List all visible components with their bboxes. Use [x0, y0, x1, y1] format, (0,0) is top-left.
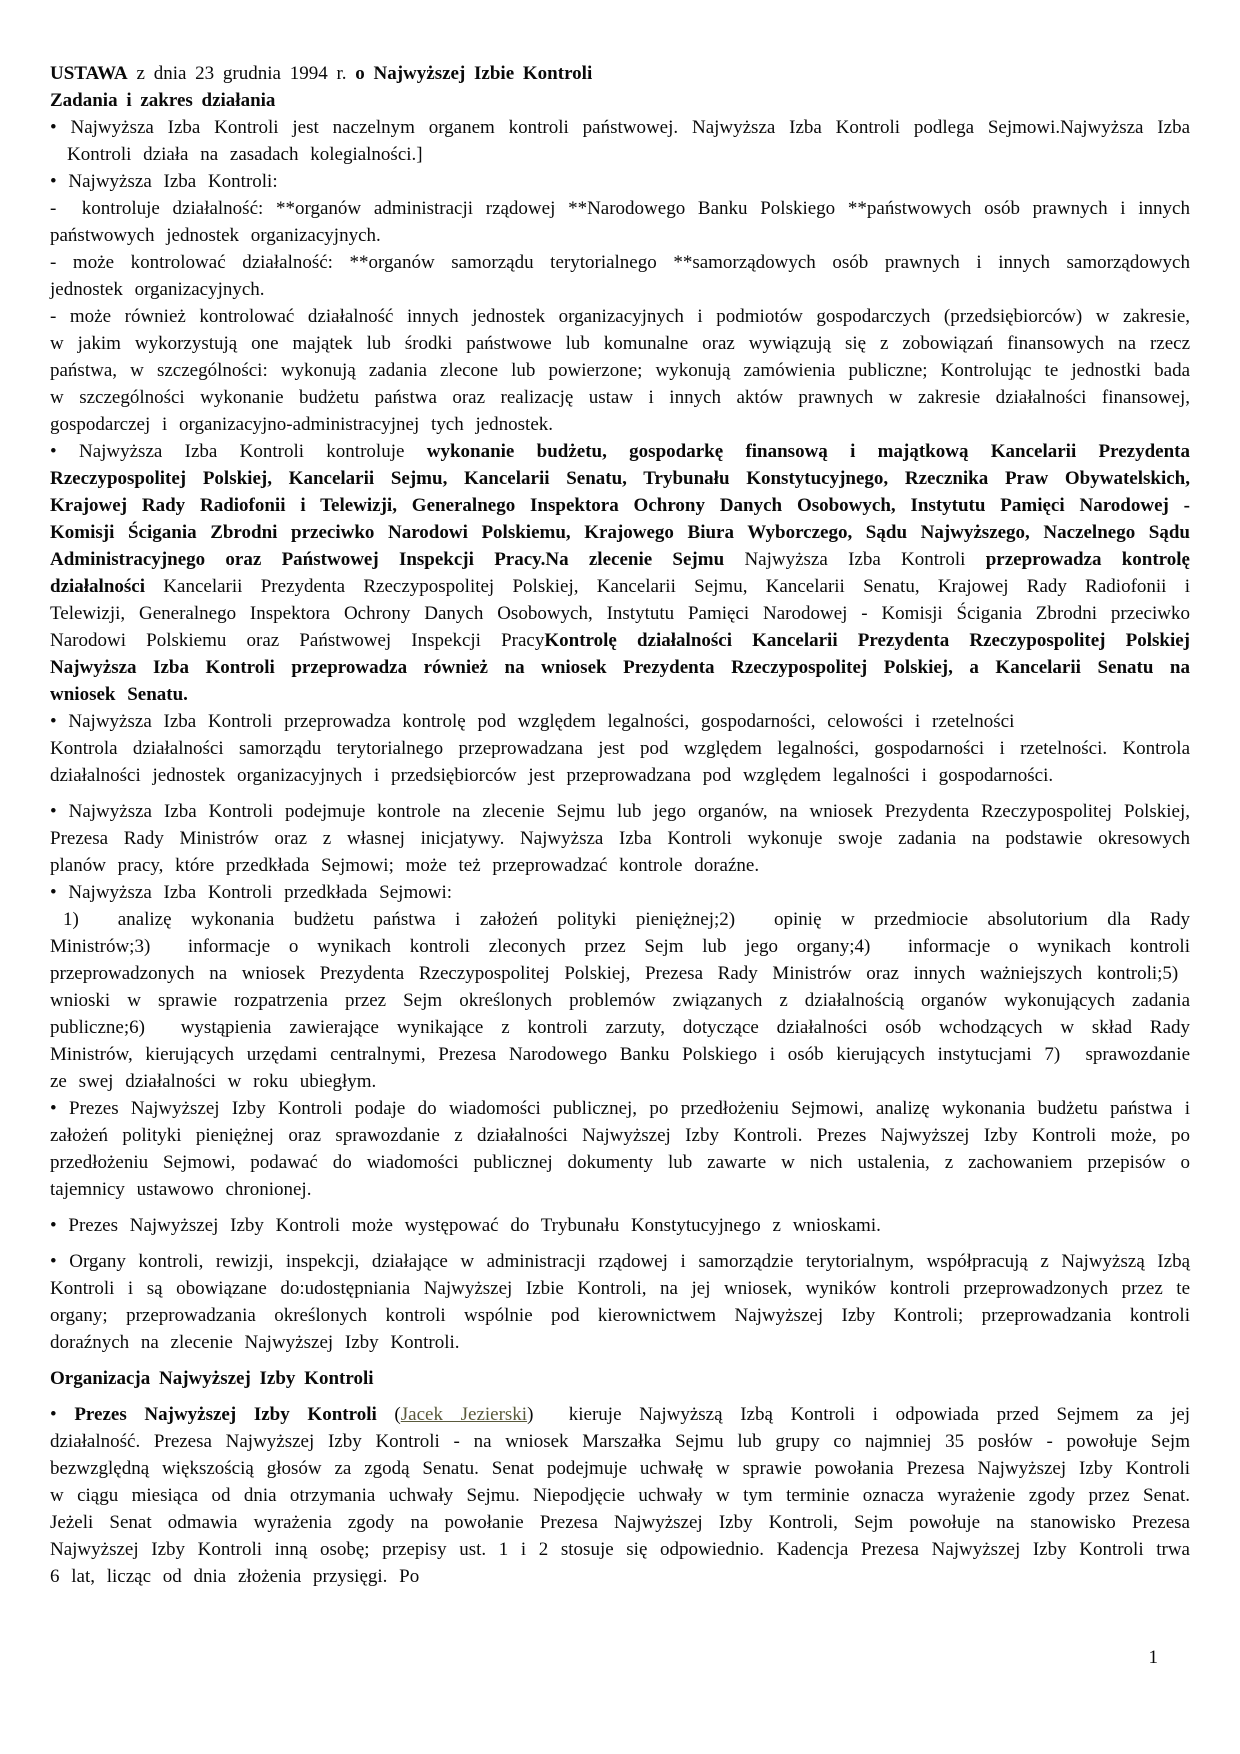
text-run: ) kieruje Najwyższą Izbą Kontroli i odpowiada przed Sejmem za jej działalność. Prezesa Najwyższej Izby Kontroli - na wniosek Marszałka Sejmu lub grupy co najmniej 35 posłów - powołuje Sejm bezwzględną większością głosów za zgodą Senatu. Senat podejmuje uchwałę w sprawie powołania Prezesa Najwyższej Izby Kontroli w ciągu miesiąca od dnia otrzymania uchwały Sejmu. Niepodjęcie uchwały w tym terminie oznacza wyrażenie zgody przez Senat. Jeżeli Senat odmawia wyrażenia zgody na powołanie Prezesa Najwyższej Izby Kontroli, Sejm powołuje na stanowisko Prezesa Najwyższej Izby Kontroli inną osobę; przepisy ust. 1 i 2 stosuje się odpowiednio. Kadencja Prezesa Najwyższej Izby Kontroli trwa 6 lat, licząc od dnia złożenia przysięgi. Po: [50, 1404, 1190, 1587]
text-run: USTAWA: [50, 63, 128, 84]
para-moze-kontrolowac: [50, 249, 1190, 303]
para-moze-rowniez-kontrolowac: [50, 303, 1190, 438]
text-run: Najwyższa Izba Kontroli podejmuje kontrole na zlecenie Sejmu lub jego organów, na wniosek Prezydenta Rzeczypospolitej Polskiej, Prezesa Rady Ministrów oraz z własnej inicjatywy. Najwyższa Izba Kontroli wykonuje swoje zadania na podstawie okresowych planów pracy, które przedkłada Sejmowi; może też przeprowadzać kontrole doraźne.: [50, 801, 1190, 876]
text-run: - może również kontrolować działalność innych jednostek organizacyjnych i podmiotów gospodarczych (przedsiębiorców) w zakresie, w jakim wykorzystują one majątek lub środki państwowe lub komunalne oraz wywiązują się z zobowiązań finansowych na rzecz państwa, w szczególności: wykonują zadania zlecone lub powierzone; wykonują zamówienia publiczne; Kontrolując te jednostki bada w szczególności wykonanie budżetu państwa oraz realizację ustaw i innych aktów prawnych w zakresie działalności finansowej, gospodarczej i organizacyjno-administracyjnej tych jednostek.: [50, 306, 1190, 435]
text-run: Najwyższa Izba Kontroli jest naczelnym organem kontroli państwowej. Najwyższa Izba Kontroli podlega Sejmowi.Najwyższa Izba Kontroli działa na zasadach kolegialności.]: [67, 117, 1191, 165]
para-prezes-jacek-jezierski: [50, 1401, 1190, 1590]
text-run: Najwyższa Izba Kontroli przeprowadza kontrolę pod względem legalności, gospodarności, celowości i rzetelności: [68, 711, 1015, 732]
bullet-icon: •: [50, 1215, 69, 1236]
para-kryteria-kontroli: [50, 708, 1190, 789]
text-run: Najwyższa Izba Kontroli przedkłada Sejmowi:: [68, 882, 453, 903]
para-lista-dokumentow: [50, 906, 1190, 1095]
para-przedklada-sejmowi: [50, 879, 1190, 906]
heading-organizacja: [50, 1365, 1190, 1392]
bullet-icon: •: [50, 1404, 75, 1425]
law-title: [50, 60, 1190, 87]
para-prezes-podaje-do-wiadomosci: [50, 1095, 1190, 1203]
bullet-icon: •: [50, 171, 69, 192]
text-run: 1) analizę wykonania budżetu państwa i założeń polityki pieniężnej;2) opinię w przedmiocie absolutorium dla Rady Ministrów;3) informacje o wynikach kontroli zleconych przez Sejm lub jego organy;4) informacje o wynikach kontroli przeprowadzonych na wniosek Prezydenta Rzeczypospolitej Polskiej, Prezesa Rady Ministrów oraz innych ważniejszych kontroli;5) wnioski w sprawie rozpatrzenia przez Sejm określonych problemów związanych z działalnością organów wykonujących zadania publiczne;6) wystąpienia zawierające wynikające z kontroli zarzuty, dotyczące działalności osób wchodzących w skład Rady Ministrów, kierujących urzędami centralnymi, Prezesa Narodowego Banku Polskiego i osób kierujących instytucjami 7) sprawozdanie ze swej działalności w roku ubiegłym.: [50, 909, 1190, 1092]
text-run: Organy kontroli, rewizji, inspekcji, działające w administracji rządowej i samorządzie terytorialnym, współpracują z Najwyższą Izbą Kontroli i są obowiązane do:udostępniania Najwyższej Izbie Kontroli, na jej wniosek, wyników kontroli przeprowadzonych przez te organy; przeprowadzania określonych kontroli wspólnie pod kierownictwem Najwyższej Izby Kontroli; przeprowadzania kontroli doraźnych na zlecenie Najwyższej Izby Kontroli.: [50, 1251, 1190, 1353]
text-run: o Najwyższej Izbie Kontroli: [355, 63, 593, 84]
para-naczelny-organ: [50, 114, 1190, 168]
text-run: Prezes Najwyższej Izby Kontroli może występować do Trybunału Konstytucyjnego z wnioskami.: [68, 1215, 881, 1236]
document-content: [50, 60, 1190, 1590]
bullet-icon: •: [50, 882, 69, 903]
text-run: Najwyższa Izba Kontroli:: [68, 171, 278, 192]
bullet-icon: •: [50, 1251, 70, 1272]
bullet-icon: •: [50, 117, 71, 138]
text-run: (: [394, 1404, 401, 1425]
text-run: Prezes Najwyższej Izby Kontroli podaje do wiadomości publicznej, po przedłożeniu Sejmowi, analizę wykonania budżetu państwa i założeń polityki pieniężnej oraz sprawozdanie z działalności Najwyższej Izby Kontroli. Prezes Najwyższej Izby Kontroli może, po przedłożeniu Sejmowi, podawać do wiadomości publicznej dokumenty lub zawarte w nich ustalenia, z zachowaniem przepisów o tajemnicy ustawowo chronionej.: [50, 1098, 1190, 1200]
para-kontroluje-dzialalnosc: [50, 195, 1190, 249]
text-run: Prezes Najwyższej Izby Kontroli: [74, 1404, 395, 1425]
text-run: Kancelarii Prezydenta Rzeczypospolitej Polskiej, Kancelarii Sejmu, Kancelarii Senatu, Krajowej Rady Radiofonii i Telewizji, Generalnego Inspektora Ochrony Danych Osobowych, Instytutu Pamięci Narodowej - Komisji Ścigania Zbrodni przeciwko Narodowi Polskiemu oraz Państwowej Inspekcji Pracy: [50, 576, 1191, 651]
text-run: Kontrola działalności samorządu terytorialnego przeprowadzana jest pod względem legalności, gospodarności i rzetelności. Kontrola działalności jednostek organizacyjnych i przedsiębiorców jest przeprowadzana pod względem legalności i gospodarności.: [50, 738, 1190, 786]
para-organy-wspolpraca: [50, 1248, 1190, 1356]
text-run: wykonanie budżetu, gospodarkę finansową i majątkową Kancelarii Prezydenta Rzeczypospolitej Polskiej, Kancelarii Sejmu, Kancelarii Senatu, Trybunału Konstytucyjnego, Rzecznika Praw Obywatelskich, Krajowej Rady Radiofonii i Telewizji, Generalnego Inspektora Ochrony Danych Osobowych, Instytutu Pamięci Narodowej - Komisji Ścigania Zbrodni przeciwko Narodowi Polskiemu, Krajowego Biura Wyborczego, Sądu Najwyższego, Naczelnego Sądu Administracyjnego oraz Państwowej Inspekcji Pracy.Na zlecenie Sejmu: [50, 441, 1190, 570]
text-run: Organizacja Najwyższej Izby Kontroli: [50, 1368, 374, 1389]
para-kontrole-na-zlecenie: [50, 798, 1190, 879]
para-nik-kontroluje-intro: [50, 168, 1190, 195]
text-run: - kontroluje działalność: **organów administracji rządowej **Narodowego Banku Polskiego **państwowych osób prawnych i innych państwowych jednostek organizacyjnych.: [50, 198, 1190, 246]
person-link[interactable]: Jacek Jezierski: [400, 1404, 528, 1425]
bullet-icon: •: [50, 801, 69, 822]
text-run: z dnia 23 grudnia 1994 r.: [127, 63, 356, 84]
text-run: Kontrolę działalności Kancelarii Prezydenta Rzeczypospolitej Polskiej Najwyższa Izba Kontroli przeprowadza również na wniosek Prezydenta Rzeczypospolitej Polskiej, a Kancelarii Senatu na wniosek Senatu.: [50, 630, 1191, 705]
heading-zadania-i-zakres: [50, 87, 1190, 114]
text-run: przeprowadza kontrolę działalności: [50, 549, 1190, 597]
page-number: 1: [1148, 1647, 1158, 1668]
text-run: Zadania i zakres działania: [50, 90, 276, 111]
text-run: Najwyższa Izba Kontroli kontroluje: [78, 441, 427, 462]
para-kontrola-budzetu-kancelarii: [50, 438, 1190, 708]
para-prezes-trybunal: [50, 1212, 1190, 1239]
text-run: Najwyższa Izba Kontroli: [744, 549, 986, 570]
bullet-icon: •: [50, 711, 69, 732]
text-run: - może kontrolować działalność: **organów samorządu terytorialnego **samorządowych osób prawnych i innych samorządowych jednostek organizacyjnych.: [50, 252, 1190, 300]
bullet-icon: •: [50, 1098, 69, 1119]
bullet-icon: •: [50, 441, 79, 462]
